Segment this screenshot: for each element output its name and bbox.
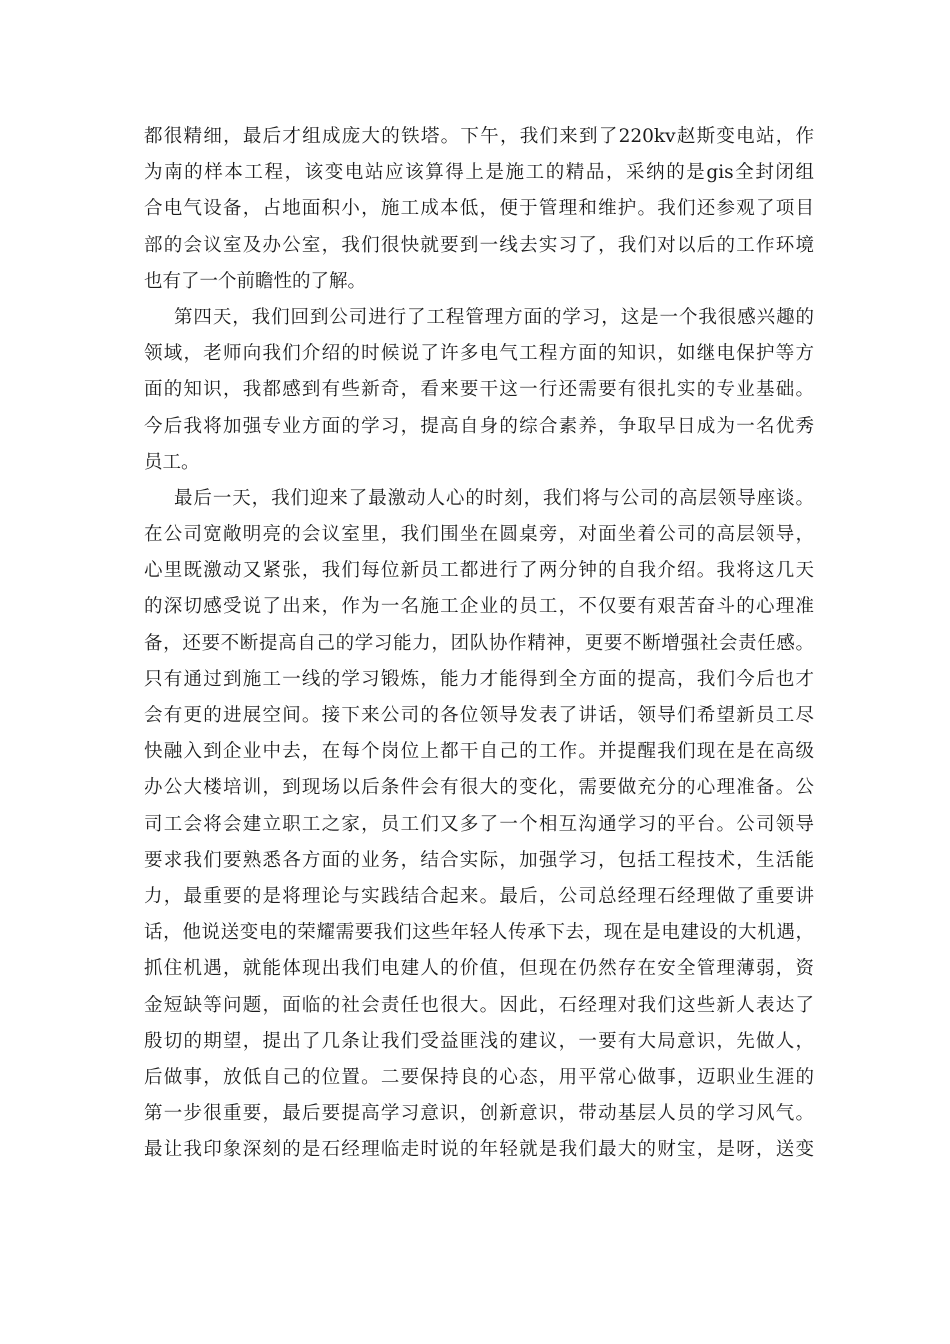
text-line: 员工。 (144, 451, 200, 473)
text-line: 最后一天，我们迎来了最激动人心的时刻，我们将与公司的高层领导座谈。 (174, 487, 814, 509)
text-line: 部的会议室及办公室，我们很快就要到一线去实习了，我们对以后的工作环境 (144, 234, 814, 256)
text-line: 会有更的进展空间。接下来公司的各位领导发表了讲话，领导们希望新员工尽 (144, 705, 814, 726)
text-line: 最让我印象深刻的是石经理临走时说的年轻就是我们最大的财宝，是呀，送变 (144, 1139, 814, 1161)
text-line: 金短缺等问题，面临的社会责任也很大。因此，石经理对我们这些新人表达了 (144, 994, 814, 1016)
text-line: 的深切感受说了出来，作为一名施工企业的员工，不仅要有艰苦奋斗的心理准 (144, 596, 814, 618)
text-line: 领域，老师向我们介绍的时候说了许多电气工程方面的知识，如继电保护等方 (144, 343, 814, 365)
text-line: 司工会将会建立职工之家，员工们又多了一个相互沟通学习的平台。公司领导 (144, 813, 814, 835)
text-line: 面的知识，我都感到有些新奇，看来要干这一行还需要有很扎实的专业基础。 (144, 379, 814, 401)
text-line: 力，最重要的是将理论与实践结合起来。最后，公司总经理石经理做了重要讲 (144, 885, 814, 907)
document-body (144, 119, 814, 1168)
text-line: 都很精细，最后才组成庞大的铁塔。下午，我们来到了220kv赵斯变电站，作 (144, 126, 814, 147)
text-line: 也有了一个前瞻性的了解。 (144, 270, 367, 292)
text-line: 话，他说送变电的荣耀需要我们这些年轻人传承下去，现在是电建设的大机遇， (144, 922, 814, 944)
text-line: 要求我们要熟悉各方面的业务，结合实际，加强学习，包括工程技术，生活能 (144, 849, 814, 871)
text-line: 在公司宽敞明亮的会议室里，我们围坐在圆桌旁，对面坐着公司的高层领导， (144, 524, 814, 546)
text-line: 今后我将加强专业方面的学习，提高自身的综合素养，争取早日成为一名优秀 (144, 415, 814, 437)
text-line: 后做事，放低自己的位置。二要保持良的心态，用平常心做事，迈职业生涯的 (144, 1066, 814, 1088)
text-line: 备，还要不断提高自己的学习能力，团队协作精神，更要不断增强社会责任感。 (144, 632, 814, 654)
text-line: 合电气设备，占地面积小，施工成本低，便于管理和维护。我们还参观了项目 (144, 198, 814, 220)
text-line: 快融入到企业中去，在每个岗位上都干自己的工作。并提醒我们现在是在高级 (144, 741, 814, 763)
text-line: 第一步很重要，最后要提高学习意识，创新意识，带动基层人员的学习风气。 (144, 1103, 814, 1125)
text-line: 办公大楼培训，到现场以后条件会有很大的变化，需要做充分的心理准备。公 (144, 777, 814, 799)
text-line: 第四天，我们回到公司进行了工程管理方面的学习，这是一个我很感兴趣的 (174, 306, 814, 328)
text-line: 只有通过到施工一线的学习锻炼，能力才能得到全方面的提高，我们今后也才 (144, 668, 814, 690)
text-line: 心里既激动又紧张，我们每位新员工都进行了两分钟的自我介绍。我将这几天 (144, 560, 814, 582)
text-line: 殷切的期望，提出了几条让我们受益匪浅的建议，一要有大局意识，先做人， (144, 1030, 814, 1052)
text-line: 抓住机遇，就能体现出我们电建人的价值，但现在仍然存在安全管理薄弱，资 (144, 958, 814, 980)
text-line: 为南的样本工程，该变电站应该算得上是施工的精品，采纳的是gis全封闭组 (144, 162, 814, 184)
